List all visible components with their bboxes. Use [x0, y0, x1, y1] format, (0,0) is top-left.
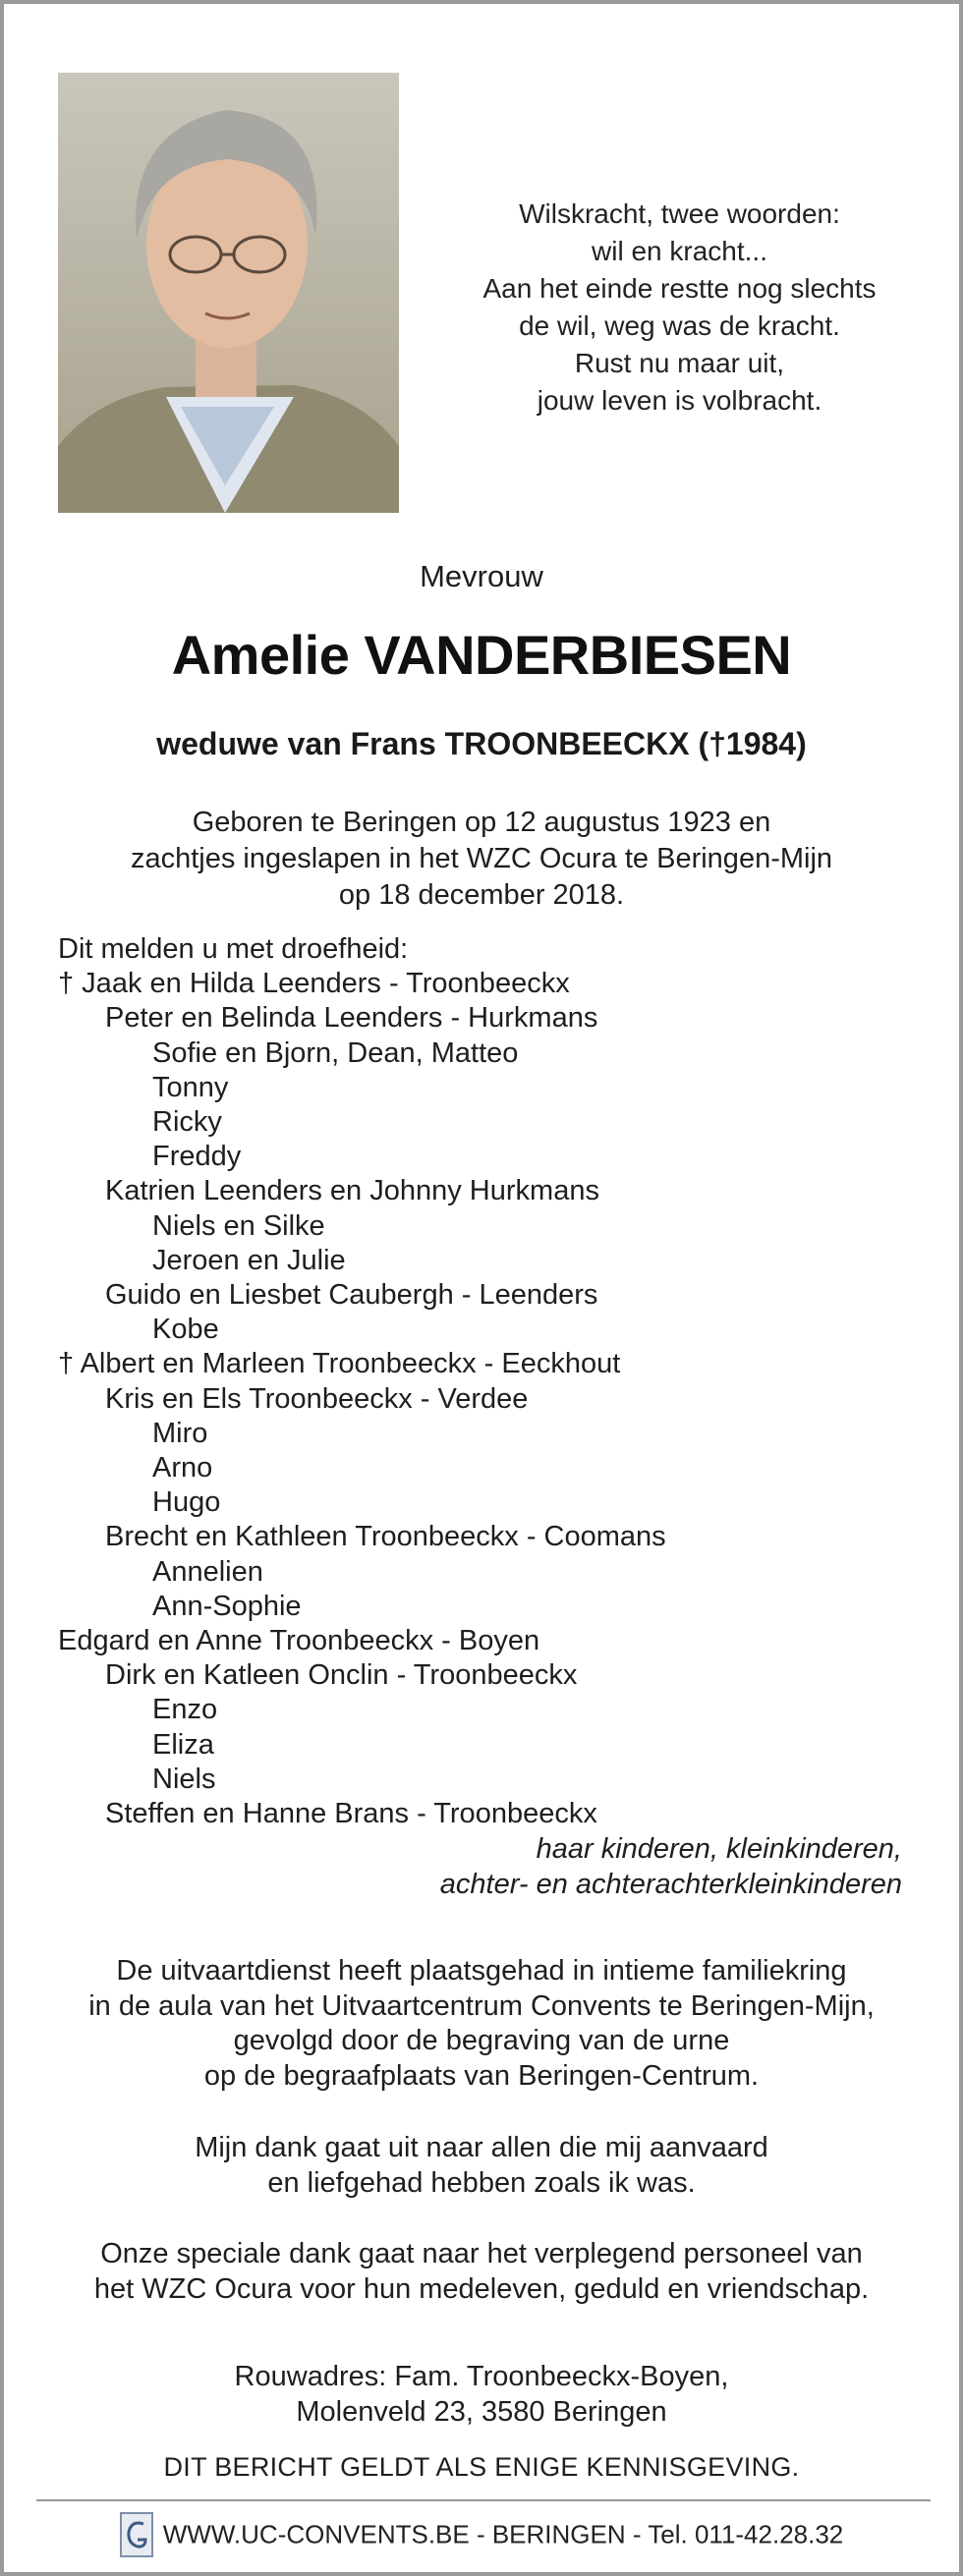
family-member-row: Dirk en Katleen Onclin - Troonbeeckx [105, 1659, 578, 1692]
family-member-row: Freddy [152, 1141, 242, 1173]
deceased-name: Amelie VANDERBIESEN [171, 624, 792, 686]
family-member-row: † Jaak en Hilda Leenders - Troonbeeckx [58, 968, 570, 1000]
family-member-row: Brecht en Kathleen Troonbeeckx - Coomans [105, 1521, 666, 1553]
funeral-home-logo-icon [120, 2512, 153, 2557]
family-member-row: Dit melden u met droefheid: [58, 933, 409, 965]
memorial-poem [426, 196, 933, 420]
family-member-row: Ann-Sophie [152, 1590, 302, 1622]
poem-line: Aan het einde restte nog slechts [482, 273, 877, 304]
service-line: De uitvaartdienst heeft plaatsgehad in intieme familiekring [116, 1955, 847, 1987]
family-member-row: Kobe [152, 1314, 219, 1346]
footer [4, 2512, 959, 2557]
family-member-row: Enzo [152, 1694, 218, 1726]
family-member-row: Hugo [152, 1486, 221, 1519]
thanks-line: Mijn dank gaat uit naar allen die mij aanvaard [195, 2132, 768, 2163]
family-member-row: Edgard en Anne Troonbeeckx - Boyen [58, 1625, 540, 1657]
staff-thanks-line: Onze speciale dank gaat naar het verplegend personeel van [100, 2238, 863, 2269]
birth-line: op 18 december 2018. [338, 879, 625, 911]
thanks-note [4, 2131, 959, 2201]
family-summary-line: achter- en achterachterkleinkinderen [439, 1869, 902, 1900]
family-member-row: Guido en Liesbet Caubergh - Leenders [105, 1279, 598, 1312]
thanks-line: en liefgehad hebben zoals ik was. [267, 2166, 696, 2199]
staff-thanks-line: het WZC Ocura voor hun medeleven, geduld en vriendschap. [93, 2272, 870, 2305]
family-member-row: Arno [152, 1452, 213, 1484]
birth-death-info [4, 805, 959, 914]
family-summary-line: haar kinderen, kleinkinderen, [536, 1833, 902, 1865]
poem-line: wil en kracht... [592, 236, 767, 266]
family-member-row: Kris en Els Troonbeeckx - Verdee [105, 1382, 529, 1415]
poem-line: de wil, weg was de kracht. [519, 310, 840, 341]
poem-line: Rust nu maar uit, [574, 348, 785, 378]
spouse-line: weduwe van Frans TROONBEECKX (†1984) [156, 726, 807, 761]
portrait-photo [58, 73, 399, 513]
mourning-address [4, 2359, 959, 2430]
family-list [58, 932, 666, 1831]
family-member-row: Miro [152, 1417, 208, 1449]
service-line: in de aula van het Uitvaartcentrum Convents te Beringen-Mijn, [88, 1989, 875, 2022]
birth-line: Geboren te Beringen op 12 augustus 1923 en [192, 807, 771, 838]
notice-line: DIT BERICHT GELDT ALS ENIGE KENNISGEVING. [163, 2452, 800, 2482]
address-line: Molenveld 23, 3580 Beringen [296, 2396, 667, 2428]
service-line: op de begraafplaats van Beringen-Centrum. [203, 2059, 760, 2092]
family-member-row: Ricky [152, 1106, 222, 1139]
family-member-row: Katrien Leenders en Johnny Hurkmans [105, 1175, 599, 1207]
footer-contact: WWW.UC-CONVENTS.BE - BERINGEN - Tel. 011-42.28.32 [162, 2519, 844, 2549]
honorific: Mevrouw [420, 559, 543, 593]
address-line: Rouwadres: Fam. Troonbeeckx-Boyen, [234, 2361, 729, 2392]
poem-line: jouw leven is volbracht. [537, 385, 822, 416]
family-member-row: Niels [152, 1763, 216, 1795]
family-member-row: Annelien [152, 1555, 263, 1588]
service-line: gevolgd door de begraving van de urne [233, 2025, 730, 2056]
family-member-row: Steffen en Hanne Brans - Troonbeeckx [105, 1798, 597, 1830]
birth-line: zachtjes ingeslapen in het WZC Ocura te Beringen-Mijn [130, 843, 833, 874]
family-member-row: Tonny [152, 1071, 229, 1103]
family-member-row: Jeroen en Julie [152, 1244, 346, 1276]
family-member-row: † Albert en Marleen Troonbeeckx - Eeckhout [58, 1348, 621, 1380]
family-member-row: Sofie en Bjorn, Dean, Matteo [152, 1036, 519, 1069]
footer-divider [36, 2499, 931, 2501]
poem-line: Wilskracht, twee woorden: [519, 198, 840, 229]
family-member-row: Eliza [152, 1728, 214, 1761]
family-member-row: Niels en Silke [152, 1209, 325, 1242]
staff-thanks [4, 2237, 959, 2307]
family-summary [440, 1831, 902, 1902]
service-info [4, 1954, 959, 2094]
family-member-row: Peter en Belinda Leenders - Hurkmans [105, 1002, 598, 1035]
